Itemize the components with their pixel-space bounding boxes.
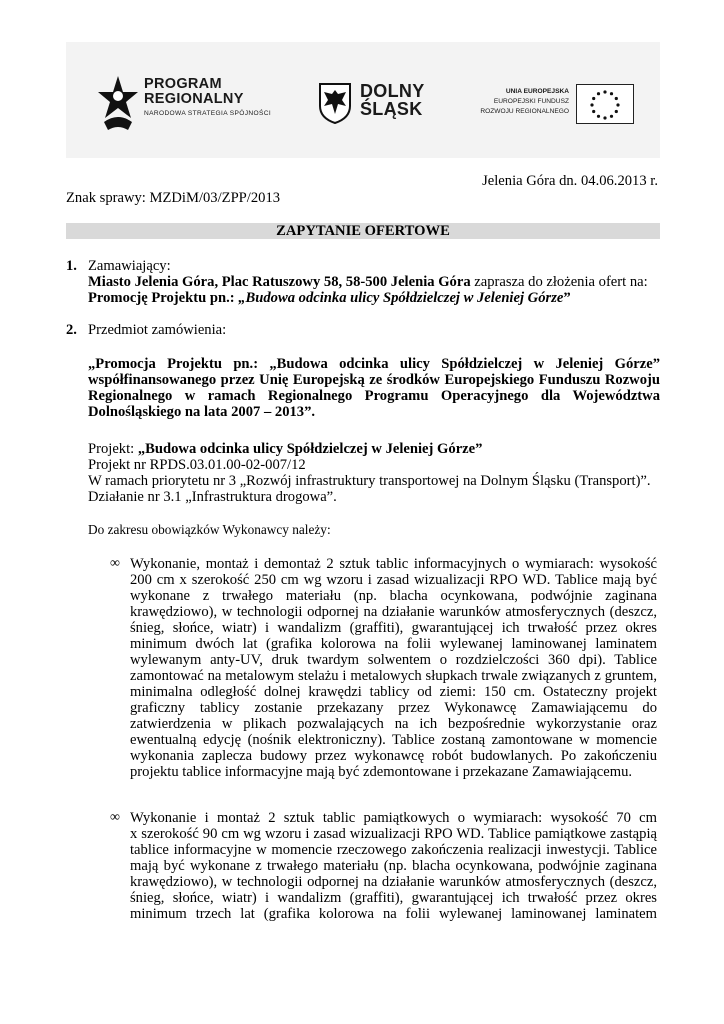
bullet2-line: krawędziowo), w technologii odpornej na działanie warunków atmosferycznych (deszcz, (130, 874, 657, 890)
bullet1-line: wylewanym anty-UV, druk twardym solwentem o rozdzielczości 360 dpi). Tablice (130, 652, 657, 668)
subject-line-2: współfinansowanego przez Unię Europejską ze środków Europejskiego Funduszu Rozwoju (88, 372, 660, 388)
subject-paragraph (88, 356, 660, 420)
bullet-item-2 (130, 810, 657, 922)
document-title: ZAPYTANIE OFERTOWE (66, 223, 660, 239)
reference-number: Znak sprawy: MZDiM/03/ZPP/2013 (66, 190, 281, 206)
buyer-name: Miasto Jelenia Góra, Plac Ratuszowy 58, 58-500 Jelenia Góra (88, 274, 471, 290)
bullet2-line: minimum trzech lat (grafika kolorowa na folii wylewanej laminowanej laminatem (130, 906, 657, 922)
bullet2-line: Wykonanie i montaż 2 sztuk tablic pamiątkowych o wymiarach: wysokość 70 cm (130, 810, 657, 826)
promo-end: ” (563, 290, 571, 306)
bullet-symbol-1: ∞ (110, 556, 120, 571)
program-regionalny-star-icon (96, 72, 140, 134)
program-logo-line3: NARODOWA STRATEGIA SPÓJNOŚCI (144, 110, 272, 117)
bullet1-line: śnieg, słońce, wiatr) i wandalizm (graffiti), gwarantującej ich trwałość przez okres (130, 620, 657, 636)
dolny-slask-logo (318, 82, 458, 126)
bullet2-line: x szerokość 90 cm wg wzoru i zasad wizualizacji RPO WD. Tablice pamiątkowe zastąpią (130, 826, 657, 842)
ue-line3: ROZWOJU REGIONALNEGO (480, 108, 569, 115)
bullet1-line: wykonane z trwałego materiału (np. blacha ocynkowana, podwójnie zaginana (130, 588, 657, 604)
bullet1-line: Wykonanie, montaż i demontaż 2 sztuk tablic informacyjnych o wymiarach: wysokość (130, 556, 657, 572)
project-number: Projekt nr RPDS.03.01.00-02-007/12 (88, 457, 306, 473)
action-text: Działanie nr 3.1 „Infrastruktura drogowa”. (88, 489, 337, 505)
bullet1-line: zatwierdzenia w plikach pozwalających na ich bezpośrednie wykorzystanie oraz (130, 716, 657, 732)
subject-line-4: Dolnośląskiego na lata 2007 – 2013”. (88, 404, 316, 420)
bullet1-line: krawędziowo), w technologii odpornej na działanie warunków atmosferycznych (deszcz, (130, 604, 657, 620)
section1-promo-line (88, 290, 660, 306)
bullet2-line: mają być wykonane z trwałego materiału (np. blacha ocynkowana, podwójnie zaginana (130, 858, 657, 874)
section1-number: 1. (66, 258, 77, 274)
promo-title: „Budowa odcinka ulicy Spółdzielczej w Jeleniej Górze (238, 290, 564, 306)
bullet1-line: graficzny tablicy zostanie przekazany przez Wykonawcę Zamawiającemu do (130, 700, 657, 716)
section1-label: Zamawiający: (88, 258, 171, 274)
project-name: „Budowa odcinka ulicy Spółdzielczej w Jeleniej Górze” (137, 441, 483, 457)
bullet1-line: minimum dwóch lat (grafika kolorowa na folii wylewanej laminowanej laminatem (130, 636, 657, 652)
subject-line-1: „Promocja Projektu pn.: „Budowa odcinka ulicy Spółdzielczej w Jeleniej Górze” (88, 356, 660, 372)
section2-label: Przedmiot zamówienia: (88, 322, 227, 338)
section1-buyer-line (88, 274, 660, 290)
bullet-item-1 (130, 556, 657, 780)
bullet1-line: 200 cm x szerokość 250 cm wg wzoru i zasad wizualizacji RPO WD. Tablice mają być (130, 572, 657, 588)
bullet1-line: ewentualną edycję (nośnik elektroniczny). Tablice zostaną zamontowane w momencie (130, 732, 657, 748)
eagle-crest-icon (318, 82, 352, 124)
ue-line2: EUROPEJSKI FUNDUSZ (493, 98, 569, 105)
promo-label: Promocję Projektu pn.: (88, 290, 239, 306)
project-name-line (88, 441, 660, 457)
invite-text: zaprasza do złożenia ofert na: (470, 274, 648, 290)
program-regionalny-logo (96, 72, 296, 134)
bullet1-line: wykonania zaplecza budowy przez wykonawcę robót budowlanych. Po zakończeniu (130, 748, 657, 764)
eu-flag-icon (576, 84, 634, 124)
bullet2-line: tablice informacyjne w momencie rzeczowego zakończenia realizacji inwestycji. Tablice (130, 842, 657, 858)
dolny-slask-line2: ŚLĄSK (360, 99, 423, 119)
project-prefix: Projekt: (88, 441, 138, 457)
bullet1-line: zamontować na metalowym stelażu i metalowych słupkach trwale związanych z gruntem, (130, 668, 657, 684)
program-logo-line2: REGIONALNY (144, 91, 244, 107)
bullet1-line: minimalna odległość dolnej krawędzi tablicy od ziemi: 150 cm. Ostateczny projekt (130, 684, 657, 700)
priority-text: W ramach priorytetu nr 3 „Rozwój infrastruktury transportowej na Dolnym Śląsku (Transport)”. (88, 473, 651, 489)
bullet-symbol-2: ∞ (110, 810, 120, 825)
document-date: Jelenia Góra dn. 04.06.2013 r. (482, 173, 658, 189)
bullet2-line: śnieg, słońce, wiatr) i wandalizm (graffiti), gwarantującej ich trwałość przez okres (130, 890, 657, 906)
unia-europejska-logo (476, 84, 640, 124)
subject-line-3: Regionalnego w ramach Regionalnego Programu Operacyjnego dla Województwa (88, 388, 660, 404)
bullet1-line: projektu tablice informacyjne mają być zdemontowane i przekazane Zamawiającemu. (130, 764, 633, 780)
ue-line1: UNIA EUROPEJSKA (505, 88, 569, 95)
dolny-slask-line1: DOLNY (360, 81, 425, 101)
duties-intro: Do zakresu obowiązków Wykonawcy należy: (88, 522, 331, 537)
program-logo-line1: PROGRAM (144, 76, 222, 92)
section2-number: 2. (66, 322, 77, 338)
